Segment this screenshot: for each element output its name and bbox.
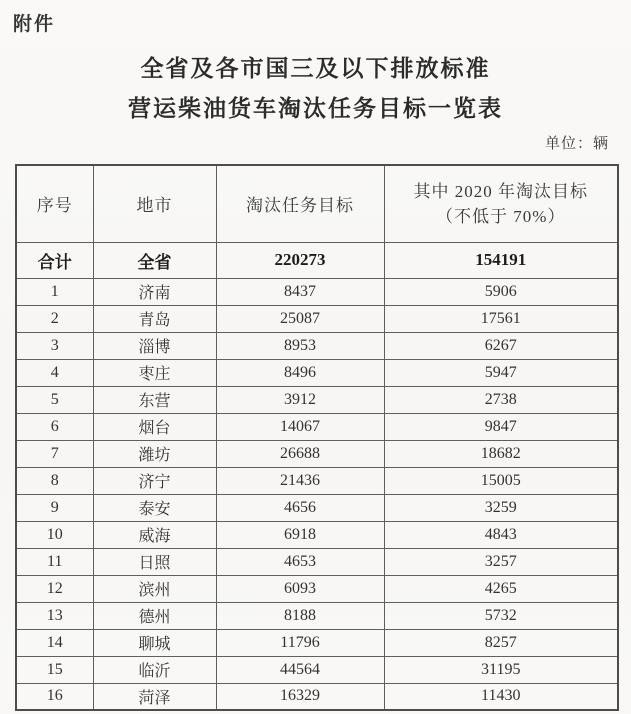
cell-target-2020: 4265	[384, 575, 618, 602]
table-row	[16, 548, 618, 575]
cell-target: 6093	[216, 575, 384, 602]
cell-target: 4653	[216, 548, 384, 575]
cell-target: 14067	[216, 413, 384, 440]
table-row	[16, 683, 618, 710]
cell-seq: 8	[16, 467, 93, 494]
cell-city: 日照	[93, 548, 216, 575]
cell-city: 济宁	[93, 467, 216, 494]
cell-seq: 15	[16, 656, 93, 683]
col-header-target: 淘汰任务目标	[216, 165, 384, 242]
cell-seq: 16	[16, 683, 93, 710]
col-header-seq: 序号	[16, 165, 93, 242]
table-row	[16, 629, 618, 656]
table-row	[16, 386, 618, 413]
cell-target-2020: 15005	[384, 467, 618, 494]
cell-city: 枣庄	[93, 359, 216, 386]
cell-target: 16329	[216, 683, 384, 710]
cell-city: 淄博	[93, 332, 216, 359]
cell-target-2020: 5732	[384, 602, 618, 629]
cell-target: 4656	[216, 494, 384, 521]
table-row	[16, 467, 618, 494]
cell-seq: 11	[16, 548, 93, 575]
cell-city: 东营	[93, 386, 216, 413]
cell-target-2020: 154191	[384, 242, 618, 278]
cell-target-2020: 4843	[384, 521, 618, 548]
cell-target: 8953	[216, 332, 384, 359]
document-title	[0, 49, 631, 129]
cell-target: 8437	[216, 278, 384, 305]
table-row	[16, 413, 618, 440]
cell-target: 3912	[216, 386, 384, 413]
table-header-row	[16, 165, 618, 242]
cell-target: 26688	[216, 440, 384, 467]
cell-city: 潍坊	[93, 440, 216, 467]
table-row	[16, 494, 618, 521]
table-row	[16, 278, 618, 305]
cell-target: 21436	[216, 467, 384, 494]
cell-seq: 5	[16, 386, 93, 413]
cell-city: 全省	[93, 242, 216, 278]
cell-city: 烟台	[93, 413, 216, 440]
cell-target-2020: 3259	[384, 494, 618, 521]
cell-seq: 13	[16, 602, 93, 629]
cell-target-2020: 5947	[384, 359, 618, 386]
table-row	[16, 575, 618, 602]
table-total-row	[16, 242, 618, 278]
cell-target-2020: 6267	[384, 332, 618, 359]
attachment-label: 附件	[13, 14, 56, 35]
document-title-line2: 营运柴油货车淘汰任务目标一览表	[128, 96, 503, 121]
col-header-target-2020	[384, 165, 618, 242]
cell-city: 聊城	[93, 629, 216, 656]
cell-seq: 12	[16, 575, 93, 602]
cell-seq: 3	[16, 332, 93, 359]
table-row	[16, 602, 618, 629]
cell-seq: 10	[16, 521, 93, 548]
document-title-line1: 全省及各市国三及以下排放标准	[140, 56, 491, 81]
cell-city: 临沂	[93, 656, 216, 683]
cell-target: 44564	[216, 656, 384, 683]
col-header-target-2020-line1: 其中 2020 年淘汰目标	[413, 181, 588, 201]
cell-target-2020: 18682	[384, 440, 618, 467]
cell-target: 220273	[216, 242, 384, 278]
cell-seq: 2	[16, 305, 93, 332]
cell-seq: 9	[16, 494, 93, 521]
elimination-target-table	[15, 164, 619, 711]
cell-target-2020: 31195	[384, 656, 618, 683]
cell-seq: 6	[16, 413, 93, 440]
cell-target: 8188	[216, 602, 384, 629]
cell-city: 青岛	[93, 305, 216, 332]
cell-target-2020: 5906	[384, 278, 618, 305]
cell-target: 8496	[216, 359, 384, 386]
cell-seq: 合计	[16, 242, 93, 278]
cell-target-2020: 9847	[384, 413, 618, 440]
cell-seq: 14	[16, 629, 93, 656]
cell-target-2020: 3257	[384, 548, 618, 575]
table-row	[16, 305, 618, 332]
table-row	[16, 440, 618, 467]
cell-city: 菏泽	[93, 683, 216, 710]
col-header-city: 地市	[93, 165, 216, 242]
table-row	[16, 332, 618, 359]
cell-seq: 1	[16, 278, 93, 305]
cell-target: 11796	[216, 629, 384, 656]
cell-city: 济南	[93, 278, 216, 305]
table-row	[16, 656, 618, 683]
cell-target-2020: 2738	[384, 386, 618, 413]
cell-city: 威海	[93, 521, 216, 548]
table-row	[16, 359, 618, 386]
cell-target: 25087	[216, 305, 384, 332]
cell-target-2020: 17561	[384, 305, 618, 332]
unit-note: 单位：辆	[544, 136, 609, 152]
cell-seq: 4	[16, 359, 93, 386]
col-header-target-2020-line2: （不低于 70%）	[436, 206, 566, 226]
cell-seq: 7	[16, 440, 93, 467]
cell-target: 6918	[216, 521, 384, 548]
cell-city: 德州	[93, 602, 216, 629]
cell-target-2020: 8257	[384, 629, 618, 656]
cell-city: 泰安	[93, 494, 216, 521]
cell-target-2020: 11430	[384, 683, 618, 710]
table-row	[16, 521, 618, 548]
cell-city: 滨州	[93, 575, 216, 602]
